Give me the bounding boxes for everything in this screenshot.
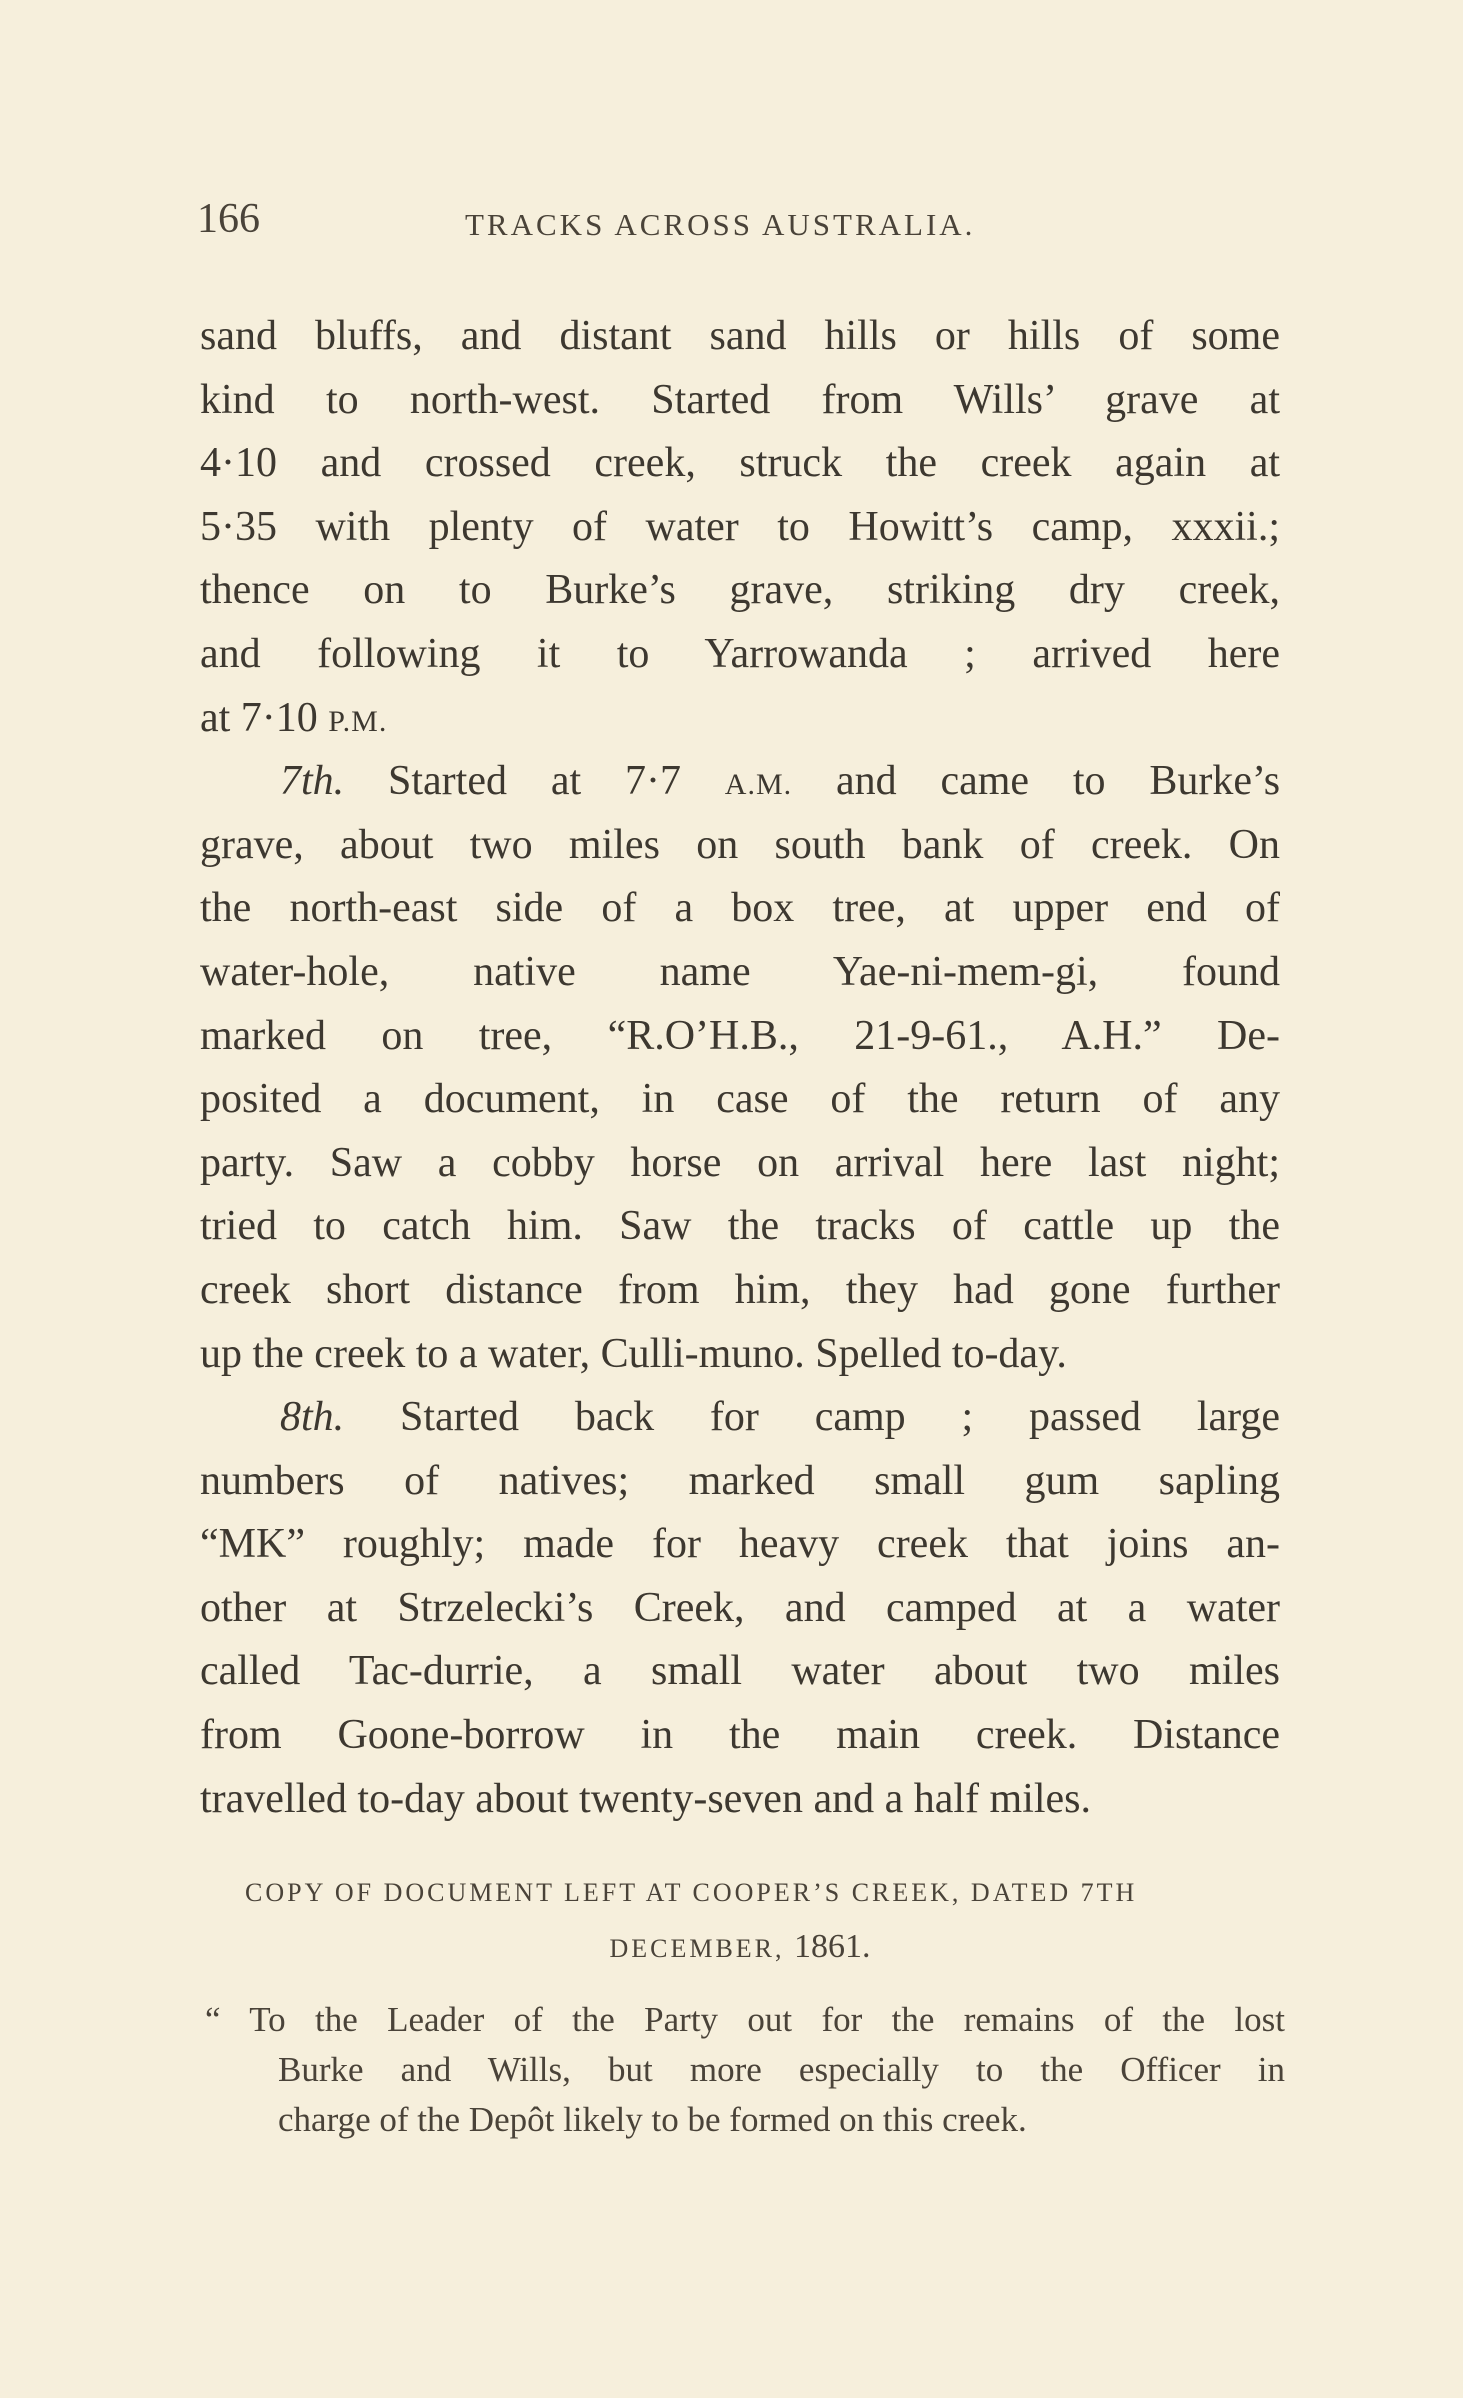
text-line: marked on tree, “R.O’H.B., 21-9-61., A.H.” De-	[200, 1012, 1280, 1059]
quote-line: “ To the Leader of the Party out for the remains of the lost	[205, 2000, 1285, 2039]
text-line: the north-east side of a box tree, at upper end of	[200, 885, 1280, 932]
text-line	[200, 687, 1280, 751]
text-segment: and came to Burke’s	[835, 758, 1281, 805]
quoted-document	[200, 1995, 1285, 2145]
text-segment: Started at 7·7	[388, 758, 681, 805]
text-segment: Started back for camp ; passed large	[400, 1394, 1281, 1441]
text-line: and following it to Yarrowanda ; arrived here	[200, 630, 1280, 677]
text-line: water-hole, native name Yae-ni-mem-gi, found	[200, 948, 1280, 995]
text-line: from Goone-borrow in the main creek. Distance	[200, 1712, 1280, 1759]
entry-date: 7th.	[280, 758, 345, 805]
text-line: other at Strzelecki’s Creek, and camped at a water	[200, 1584, 1280, 1631]
paragraph-start	[200, 750, 1280, 814]
am-abbrev: A.M.	[724, 768, 793, 802]
quote-line: Burke and Wills, but more especially to the Officer in	[278, 2050, 1285, 2089]
heading-line	[200, 1928, 1280, 1978]
text-line: grave, about two miles on south bank of creek. On	[200, 821, 1280, 868]
document-heading	[200, 1878, 1280, 1978]
text-line: 4·10 and crossed creek, struck the creek again at	[200, 440, 1280, 487]
page-number: 166	[197, 196, 260, 242]
running-head	[197, 195, 1279, 255]
heading-month: DECEMBER,	[609, 1934, 785, 1963]
quote-line: charge of the Depôt likely to be formed on this creek.	[278, 2100, 1027, 2139]
heading-year: 1861.	[794, 1928, 871, 1965]
text-line: posited a document, in case of the return of any	[200, 1076, 1280, 1123]
text-line: up the creek to a water, Culli-muno. Spelled to-day.	[200, 1330, 1067, 1377]
pm-abbrev: P.M.	[328, 704, 388, 738]
entry-date: 8th.	[280, 1394, 345, 1441]
text-line: called Tac-durrie, a small water about two miles	[200, 1648, 1280, 1695]
paragraph-start	[200, 1386, 1280, 1450]
text-line: party. Saw a cobby horse on arrival here last night;	[200, 1139, 1280, 1186]
running-title: TRACKS ACROSS AUSTRALIA.	[465, 207, 976, 242]
text-line: creek short distance from him, they had gone further	[200, 1266, 1280, 1313]
text-line: tried to catch him. Saw the tracks of cattle up the	[200, 1203, 1280, 1250]
text-line: numbers of natives; marked small gum sapling	[200, 1457, 1280, 1504]
text-line: sand bluffs, and distant sand hills or hills of some	[200, 313, 1280, 359]
heading-line: COPY OF DOCUMENT LEFT AT COOPER’S CREEK, DATED 7TH	[245, 1878, 1138, 1907]
text-line: 5·35 with plenty of water to Howitt’s camp, xxxii.;	[200, 503, 1280, 550]
text-line: travelled to-day about twenty-seven and a half miles.	[200, 1775, 1092, 1822]
text-line: kind to north-west. Started from Wills’ grave at	[200, 376, 1280, 423]
body-text	[200, 305, 1280, 1831]
time-text: at 7·10	[200, 694, 318, 741]
text-line: “MK” roughly; made for heavy creek that joins an-	[200, 1521, 1280, 1568]
text-line: thence on to Burke’s grave, striking dry creek,	[200, 567, 1280, 614]
